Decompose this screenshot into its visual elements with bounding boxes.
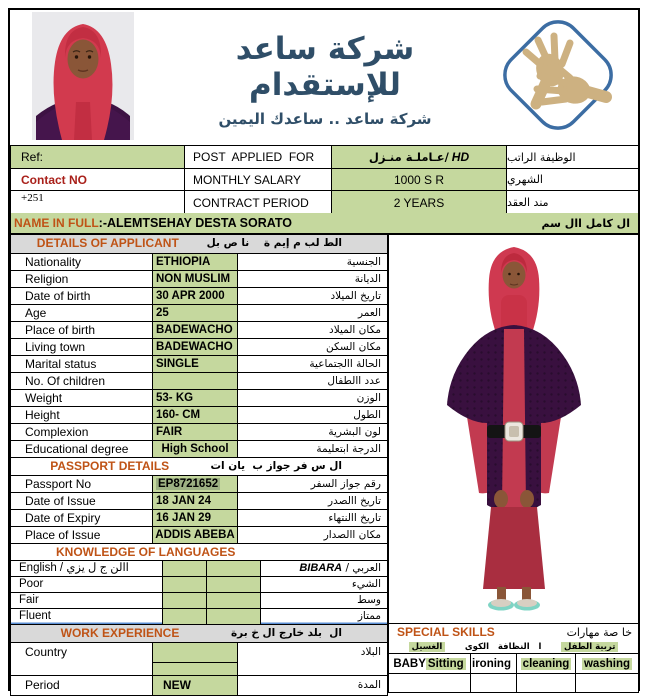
contract-period-label: CONTRACT PERIOD xyxy=(184,191,331,214)
full-body-photo-cell xyxy=(389,235,638,623)
skill-label-highlight: washing xyxy=(583,657,630,670)
table-row xyxy=(11,253,387,270)
passport-number-value xyxy=(153,476,238,492)
field-value: 25 xyxy=(153,305,238,321)
skills-title-arabic: خا صة مهارات xyxy=(566,625,632,639)
field-arabic: تاريخ االنتهاء xyxy=(328,512,381,524)
skill-arabic-label: تربية الطفل xyxy=(561,642,618,652)
language-checkbox-cell xyxy=(207,561,261,576)
skill-cell xyxy=(471,654,517,673)
field-label: Height xyxy=(11,407,153,423)
table-row xyxy=(11,146,638,168)
table-row xyxy=(11,287,387,304)
monthly-salary-value: 1000 S R xyxy=(331,169,506,190)
details-title: DETAILS OF APPLICANT xyxy=(36,236,179,250)
skill-cell xyxy=(576,654,638,673)
table-row xyxy=(11,509,387,526)
language-row-label: Fair xyxy=(11,593,163,608)
table-row xyxy=(11,338,387,355)
monthly-salary-label: MONTHLY SALARY xyxy=(184,169,331,190)
table-row xyxy=(11,389,387,406)
post-applied-value xyxy=(331,146,506,168)
table-row xyxy=(11,492,387,509)
field-label: Place of birth xyxy=(11,322,153,338)
language-row-label: Poor xyxy=(11,577,163,592)
field-label: Living town xyxy=(11,339,153,355)
field-label: Marital status xyxy=(11,356,153,372)
skill-arabic-label: الغسيل xyxy=(409,642,446,652)
field-arabic: الجنسية xyxy=(346,256,381,268)
field-arabic: العمر xyxy=(357,307,381,319)
company-title-block xyxy=(160,32,490,128)
reference-table xyxy=(10,145,639,215)
table-row xyxy=(11,576,387,592)
skill-cell xyxy=(517,654,576,673)
table-row xyxy=(11,592,387,608)
table-row xyxy=(11,560,387,576)
field-label: Passport No xyxy=(11,476,153,492)
language-row-label: English / االن ج ل يزي xyxy=(11,561,163,576)
post-value-arabic: عـاملـة منـزل/ xyxy=(368,150,449,164)
country-value-cell xyxy=(153,663,237,675)
field-label: Date of Expiry xyxy=(11,510,153,526)
table-row xyxy=(11,423,387,440)
work-title: WORK EXPERIENCE xyxy=(60,626,180,640)
passport-section-header xyxy=(11,457,387,475)
field-value: 30 APR 2000 xyxy=(153,288,238,304)
work-period-row xyxy=(11,675,387,695)
field-arabic: الوزن xyxy=(356,392,381,404)
field-value: 160- CM xyxy=(153,407,238,423)
language-checkbox-cell xyxy=(163,561,207,576)
field-arabic: تاريخ االصدر xyxy=(328,495,381,507)
empty-cell xyxy=(517,674,576,692)
work-title-arabic: ال بلد خارج ال خ برة xyxy=(230,627,342,639)
contact-no-label: Contact NO xyxy=(21,172,87,187)
country-label: Country xyxy=(11,643,153,675)
field-label: Nationality xyxy=(11,254,153,270)
field-arabic: مكان الميلاد xyxy=(329,324,381,336)
field-label: Weight xyxy=(11,390,153,406)
language-checkbox-cell xyxy=(163,577,207,592)
field-value: NON MUSLIM xyxy=(153,271,238,287)
skills-title: SPECIAL SKILLS xyxy=(397,625,495,639)
work-section-header xyxy=(11,624,387,642)
field-value: FAIR xyxy=(153,424,238,440)
company-tagline: شركة ساعد .. ساعدك اليمين xyxy=(218,110,432,129)
post-value-code: HD xyxy=(451,150,470,164)
right-panel xyxy=(388,234,639,693)
name-in-full-label: NAME IN FULL xyxy=(14,216,99,230)
skill-label-highlight: cleaning xyxy=(522,657,570,670)
country-arabic: البلاد xyxy=(360,646,381,658)
table-row xyxy=(11,372,387,389)
empty-cell xyxy=(576,674,638,692)
salary-arabic-label: الشهري xyxy=(506,169,638,190)
post-applied-label: POST APPLIED FOR xyxy=(184,146,331,168)
applicant-full-body-photo xyxy=(429,237,599,621)
language-arabic: وسط xyxy=(357,594,381,606)
table-row xyxy=(11,190,638,214)
language-arabic: ممتاز xyxy=(357,610,381,622)
ref-label: Ref: xyxy=(11,146,184,168)
field-arabic: الطول xyxy=(353,409,381,421)
field-value: High School xyxy=(153,441,238,457)
field-label: Date of birth xyxy=(11,288,153,304)
applicant-portrait-photo xyxy=(32,12,134,140)
skill-label: ironing xyxy=(472,657,511,670)
field-value: 53- KG xyxy=(153,390,238,406)
arabic-language-label: العربي / xyxy=(345,562,381,574)
field-label: Place of Issue xyxy=(11,527,153,543)
field-value: 16 JAN 29 xyxy=(153,510,238,526)
field-label: Complexion xyxy=(11,424,153,440)
field-value: BADEWACHO xyxy=(153,322,238,338)
period-label: Period xyxy=(11,676,153,695)
name-arabic-label: ال كامل اال سم xyxy=(541,216,630,230)
contract-arabic-label: مند العقد xyxy=(506,191,638,214)
language-row-label: Fluent xyxy=(11,609,163,624)
hands-logo-icon xyxy=(488,12,628,138)
passport-title: PASSPORT DETAILS xyxy=(50,459,170,473)
field-arabic: رقم جواز السفر xyxy=(310,478,381,490)
applicant-details-table xyxy=(10,234,388,696)
field-label: Educational degree xyxy=(11,441,153,457)
skills-arabic-row xyxy=(389,640,638,653)
language-checkbox-cell xyxy=(163,593,207,608)
field-arabic: الحالة االجتماعية xyxy=(309,358,381,370)
contract-period-value: 2 YEARS xyxy=(331,191,506,214)
skills-section-header xyxy=(389,623,638,640)
table-row xyxy=(11,355,387,372)
other-language-label: BIBARA xyxy=(299,562,343,574)
job-arabic-label: الوظيفة الراتب xyxy=(506,146,638,168)
language-checkbox-cell xyxy=(207,609,261,624)
field-label: Age xyxy=(11,305,153,321)
table-row xyxy=(11,304,387,321)
field-arabic: الدرجة ابتعليمة xyxy=(316,443,381,455)
table-row xyxy=(11,406,387,423)
details-title-arabic: الط لب م إيم ة نا ص بل xyxy=(206,237,342,249)
field-arabic: تاريخ الميلاد xyxy=(330,290,381,302)
table-row xyxy=(11,475,387,492)
name-in-full-row xyxy=(10,213,639,234)
passport-title-arabic: ال س فر جواز ب يان ات xyxy=(210,460,342,472)
period-value: NEW xyxy=(153,676,238,695)
empty-cell xyxy=(389,674,471,692)
language-arabic: الشيء xyxy=(351,578,381,590)
field-value: 18 JAN 24 xyxy=(153,493,238,509)
period-arabic: المدة xyxy=(357,679,381,691)
languages-section-header: KNOWLEDGE OF LANGUAGES xyxy=(11,543,387,560)
skill-cell xyxy=(389,654,471,673)
details-section-header xyxy=(11,235,387,253)
field-arabic: مكان السكن xyxy=(326,341,381,353)
company-title: شركة ساعد للإستقدام xyxy=(235,31,415,103)
table-row xyxy=(11,168,638,190)
field-arabic: عدد االطفال xyxy=(327,375,381,387)
field-value: ETHIOPIA xyxy=(153,254,238,270)
skills-empty-row xyxy=(389,673,638,692)
language-checkbox-cell xyxy=(163,609,207,624)
empty-cell xyxy=(471,674,517,692)
table-row xyxy=(11,526,387,543)
field-label: Date of Issue xyxy=(11,493,153,509)
table-row xyxy=(11,608,387,624)
skill-arabic-label: ا النظافة الكوى xyxy=(464,641,542,652)
table-row xyxy=(11,440,387,457)
field-label: No. Of children xyxy=(11,373,153,389)
country-value-cell xyxy=(153,643,237,663)
field-arabic: مكان االصدار xyxy=(323,529,381,541)
skill-label: BABY xyxy=(393,657,426,670)
language-checkbox-cell xyxy=(207,593,261,608)
skills-english-row xyxy=(389,653,638,673)
field-value xyxy=(153,373,238,389)
field-label: Religion xyxy=(11,271,153,287)
passport-number-highlight: EP8721652 xyxy=(158,478,219,490)
language-checkbox-cell xyxy=(207,577,261,592)
table-row xyxy=(11,321,387,338)
contact-number-value: +251 xyxy=(21,192,44,204)
field-arabic: لون البشرية xyxy=(328,426,381,438)
country-value-cells xyxy=(153,643,238,675)
skill-label-highlight: Sitting xyxy=(427,657,464,670)
language-arabic xyxy=(261,561,387,576)
field-value: BADEWACHO xyxy=(153,339,238,355)
work-country-row xyxy=(11,642,387,675)
field-value: ADDIS ABEBA xyxy=(153,527,238,543)
applicant-full-name: :-ALEMTSEHAY DESTA SORATO xyxy=(98,216,292,230)
field-value: SINGLE xyxy=(153,356,238,372)
field-arabic: الديانة xyxy=(354,273,381,285)
header xyxy=(10,10,638,140)
table-row xyxy=(11,270,387,287)
